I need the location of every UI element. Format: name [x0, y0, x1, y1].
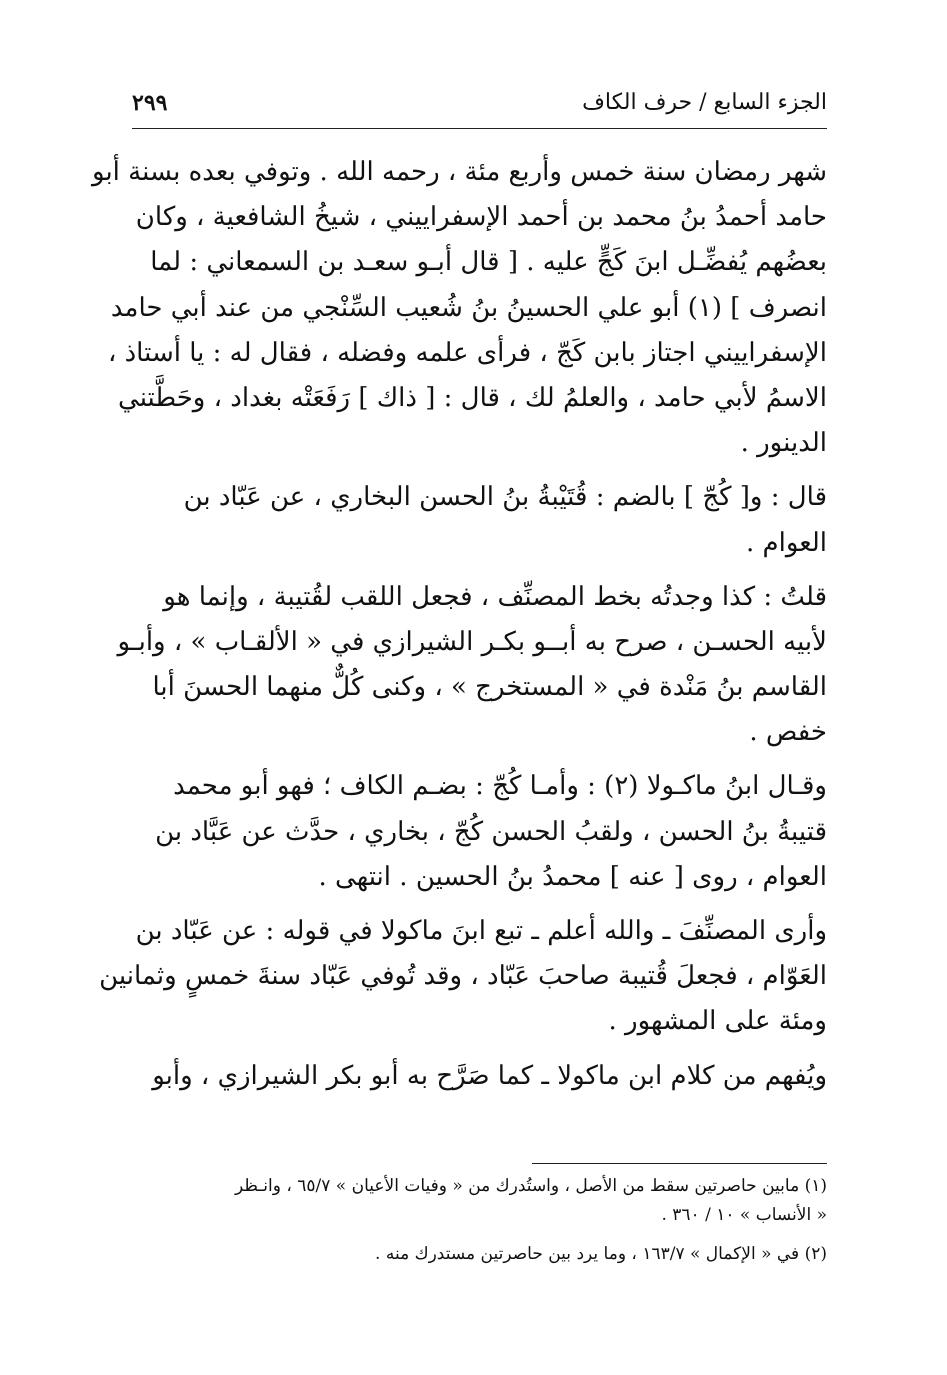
- text-line: ومئة على المشهور .: [608, 1006, 827, 1037]
- text-line: العوام ، روى [ عنه ] محمدُ بنُ الحسين . انتهى .: [318, 861, 827, 892]
- paragraph-2: [132, 475, 827, 565]
- paragraph-4: [132, 764, 827, 900]
- paragraph-5: [99, 909, 827, 1045]
- text-line: حامد أحمدُ بنُ محمد بن أحمد الإسفراييني ، شيخُ الشافعية ، وكان: [135, 202, 827, 233]
- text-line: لأبيه الحسـن ، صرح به أبــو بكـر الشيرازي في « الألقـاب » ، وأبـو: [117, 626, 827, 657]
- footnotes: [132, 1172, 827, 1279]
- text-line: الدينور .: [740, 428, 827, 459]
- text-line: وقـال ابنُ ماكـولا (٢) : وأمـا كُجّ : بضـم الكاف ؛ فهو أبو محمد: [173, 771, 827, 802]
- text-line: شهر رمضان سنة خمس وأربع مئة ، رحمه الله . وتوفي بعده بسنة أبو: [92, 157, 827, 187]
- text-line: وأرى المصنِّفَ ـ والله أعلم ـ تبع ابنَ ماكولا في قوله : عن عَبّاد بن: [135, 916, 827, 946]
- paragraph-3: [117, 575, 827, 756]
- paragraph-6: [132, 1054, 827, 1099]
- text-line: القاسم بنُ مَنْدة في « المستخرج » ، وكنى كُلٌّ منهما الحسنَ أبا: [152, 672, 827, 703]
- running-title: الجزء السابع / حرف الكاف: [582, 90, 827, 115]
- text-line: قتيبةُ بنُ الحسن ، ولقبُ الحسن كُجّ ، بخاري ، حدَّث عن عَبَّاد بن: [155, 816, 827, 847]
- paragraph-1: [92, 150, 827, 466]
- text-line: ويُفهم من كلام ابن ماكولا ـ كما صَرَّح به أبو بكر الشيرازي ، وأبو: [152, 1060, 827, 1091]
- footnote-line: (١) مابين حاصرتين سقط من الأصل ، واستُدرك من « وفيات الأعيان » ٦٥/٧ ، وانـظر: [235, 1176, 827, 1196]
- page-number: ٢٩٩: [132, 90, 168, 116]
- text-line: خفص .: [749, 717, 827, 748]
- text-line: انصرف ] (١) أبو علي الحسينُ بنُ شُعيب السِّنْجي من عند أبي حامد: [110, 292, 827, 323]
- text-line: العَوّام ، فجعلَ قُتيبة صاحبَ عَبّاد ، وقد تُوفي عَبّاد سنةَ خمسٍ وثمانين: [99, 961, 827, 992]
- page-header: [132, 78, 827, 122]
- text-line: قال : و[ كُجّ ] بالضم : قُتَيْبةُ بنُ الحسن البخاري ، عن عَبّاد بن: [183, 482, 827, 513]
- footnote-line: « الأنساب » ١٠ / ٣٦٠ .: [661, 1205, 827, 1225]
- footnote-1: [132, 1172, 827, 1230]
- footnote-2: [132, 1240, 827, 1269]
- text-line: العوام .: [746, 527, 827, 558]
- footnote-line: (٢) في « الإكمال » ١٦٣/٧ ، وما يرد بين حاصرتين مستدرك منه .: [375, 1244, 827, 1264]
- header-rule: [132, 128, 827, 129]
- text-line: بعضُهم يُفضِّـل ابنَ كَجٍّ عليه . [ قال أبـو سعـد بن السمعاني : لما: [150, 247, 827, 278]
- text-line: قلتُ : كذا وجدتُه بخط المصنِّف ، فجعل اللقب لقُتيبة ، وإنما هو: [163, 581, 827, 612]
- footnote-rule: [532, 1163, 827, 1164]
- text-line: الإسفراييني اجتاز بابن كَجّ ، فرأى علمه وفضله ، فقال له : يا أستاذ ،: [107, 337, 827, 368]
- text-line: الاسمُ لأبي حامد ، والعلمُ لك ، قال : [ ذاك ] رَفَعَتْه بغداد ، وحَطَّتني: [118, 382, 827, 413]
- main-text: [92, 150, 827, 1108]
